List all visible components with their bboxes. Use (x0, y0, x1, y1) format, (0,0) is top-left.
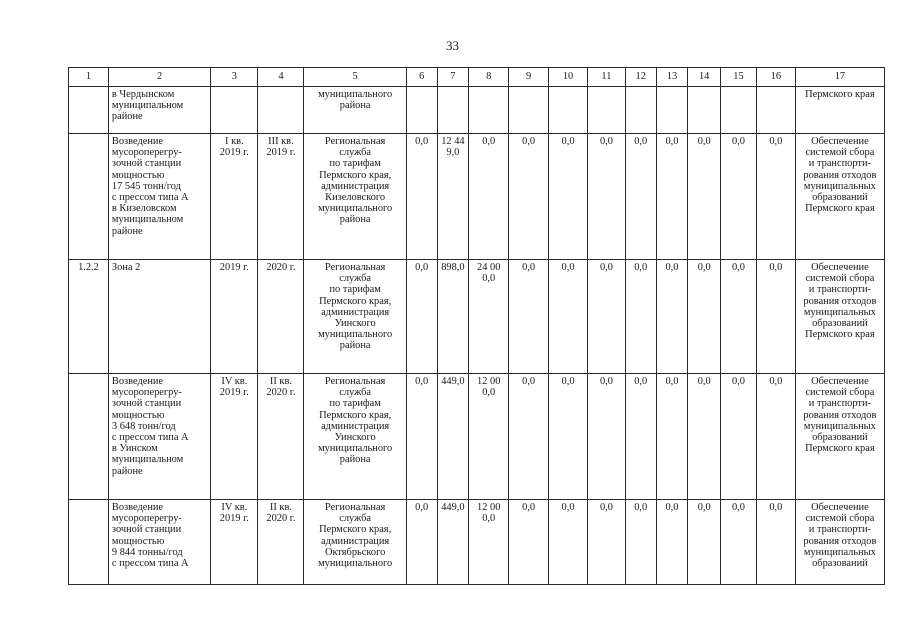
cell-value: 0,0 (625, 260, 656, 374)
cell-value: 0,0 (721, 374, 757, 500)
cell-value: 0,0 (721, 134, 757, 260)
cell-value (437, 87, 469, 134)
col-header-12: 12 (625, 68, 656, 87)
cell-end: 2020 г. (258, 260, 304, 374)
cell-value: 898,0 (437, 260, 469, 374)
cell-end: II кв. 2020 г. (258, 500, 304, 585)
cell-value: 12 00 0,0 (469, 500, 509, 585)
cell-value: 0,0 (625, 374, 656, 500)
cell-name: Возведение мусороперегру- зочной станции мощностью 17 545 тонн/год с прессом типа А в Кизеловском муниципальном районе (108, 134, 210, 260)
cell-value: 0,0 (406, 500, 437, 585)
col-header-10: 10 (549, 68, 588, 87)
cell-value: 0,0 (625, 134, 656, 260)
cell-executor: Региональная служба Пермского края, администрация Октябрьского муниципального (304, 500, 406, 585)
cell-value: 0,0 (406, 374, 437, 500)
cell-value (469, 87, 509, 134)
cell-executor: Региональная служба по тарифам Пермского края, администрация Кизеловского муниципального района (304, 134, 406, 260)
cell-name: в Чердынском муниципальном районе (108, 87, 210, 134)
col-header-11: 11 (588, 68, 626, 87)
cell-value: 0,0 (509, 374, 549, 500)
cell-name: Возведение мусороперегру- зочной станции мощностью 9 844 тонны/год с прессом типа А (108, 500, 210, 585)
header-row (69, 68, 885, 87)
col-header-3: 3 (211, 68, 258, 87)
col-header-4: 4 (258, 68, 304, 87)
cell-number (69, 374, 109, 500)
cell-value (588, 87, 626, 134)
cell-value: 0,0 (756, 260, 795, 374)
table-row (69, 134, 885, 260)
cell-value (688, 87, 721, 134)
cell-value (549, 87, 588, 134)
col-header-16: 16 (756, 68, 795, 87)
cell-value: 0,0 (469, 134, 509, 260)
cell-number (69, 134, 109, 260)
cell-value: 12 44 9,0 (437, 134, 469, 260)
cell-number (69, 87, 109, 134)
table-row (69, 260, 885, 374)
cell-value: 0,0 (688, 260, 721, 374)
cell-value (406, 87, 437, 134)
cell-value: 0,0 (509, 260, 549, 374)
cell-value: 12 00 0,0 (469, 374, 509, 500)
table-row (69, 374, 885, 500)
cell-value: 0,0 (688, 134, 721, 260)
cell-value: 24 00 0,0 (469, 260, 509, 374)
cell-value: 0,0 (549, 500, 588, 585)
cell-value (625, 87, 656, 134)
col-header-6: 6 (406, 68, 437, 87)
program-table (68, 67, 885, 585)
cell-value: 0,0 (588, 374, 626, 500)
col-header-2: 2 (108, 68, 210, 87)
cell-start: IV кв. 2019 г. (211, 374, 258, 500)
cell-end (258, 87, 304, 134)
cell-value: 0,0 (756, 500, 795, 585)
cell-number: 1.2.2 (69, 260, 109, 374)
cell-value: 0,0 (549, 134, 588, 260)
table-row (69, 87, 885, 134)
cell-executor: Региональная служба по тарифам Пермского края, администрация Уинского муниципального района (304, 260, 406, 374)
col-header-17: 17 (795, 68, 884, 87)
col-header-8: 8 (469, 68, 509, 87)
col-header-5: 5 (304, 68, 406, 87)
cell-number (69, 500, 109, 585)
cell-value: 0,0 (756, 134, 795, 260)
cell-value: 0,0 (588, 260, 626, 374)
col-header-15: 15 (721, 68, 757, 87)
col-header-13: 13 (656, 68, 688, 87)
cell-value: 0,0 (406, 260, 437, 374)
col-header-14: 14 (688, 68, 721, 87)
cell-result: Обеспечение системой сбора и транспорти- рования отходов муниципальных образований Пермского края (795, 374, 884, 500)
cell-value: 0,0 (549, 374, 588, 500)
cell-value: 0,0 (588, 500, 626, 585)
cell-value: 0,0 (625, 500, 656, 585)
cell-start: I кв. 2019 г. (211, 134, 258, 260)
cell-name: Возведение мусороперегру- зочной станции мощностью 3 648 тонн/год с прессом типа А в Уинском муниципальном районе (108, 374, 210, 500)
cell-result: Обеспечение системой сбора и транспорти- рования отходов муниципальных образований Пермского края (795, 260, 884, 374)
cell-value (656, 87, 688, 134)
cell-name: Зона 2 (108, 260, 210, 374)
cell-value: 0,0 (509, 500, 549, 585)
col-header-9: 9 (509, 68, 549, 87)
cell-value: 0,0 (656, 134, 688, 260)
cell-value: 0,0 (656, 500, 688, 585)
cell-value (756, 87, 795, 134)
cell-value: 0,0 (756, 374, 795, 500)
cell-end: II кв. 2020 г. (258, 374, 304, 500)
cell-value: 0,0 (588, 134, 626, 260)
cell-value: 0,0 (656, 260, 688, 374)
cell-value: 0,0 (406, 134, 437, 260)
cell-result: Обеспечение системой сбора и транспорти- рования отходов муниципальных образований Пермского края (795, 134, 884, 260)
cell-end: III кв. 2019 г. (258, 134, 304, 260)
page-number: 33 (446, 38, 459, 53)
col-header-1: 1 (69, 68, 109, 87)
col-header-7: 7 (437, 68, 469, 87)
cell-start (211, 87, 258, 134)
cell-value (509, 87, 549, 134)
cell-executor: муниципального района (304, 87, 406, 134)
cell-value: 449,0 (437, 500, 469, 585)
cell-executor: Региональная служба по тарифам Пермского края, администрация Уинского муниципального района (304, 374, 406, 500)
cell-value: 0,0 (549, 260, 588, 374)
cell-result: Обеспечение системой сбора и транспорти- рования отходов муниципальных образований (795, 500, 884, 585)
cell-value: 0,0 (688, 374, 721, 500)
cell-value: 0,0 (656, 374, 688, 500)
cell-value (721, 87, 757, 134)
cell-value: 0,0 (721, 500, 757, 585)
cell-value: 449,0 (437, 374, 469, 500)
table-row (69, 500, 885, 585)
cell-start: IV кв. 2019 г. (211, 500, 258, 585)
cell-value: 0,0 (688, 500, 721, 585)
cell-value: 0,0 (509, 134, 549, 260)
cell-start: 2019 г. (211, 260, 258, 374)
cell-value: 0,0 (721, 260, 757, 374)
cell-result: Пермского края (795, 87, 884, 134)
